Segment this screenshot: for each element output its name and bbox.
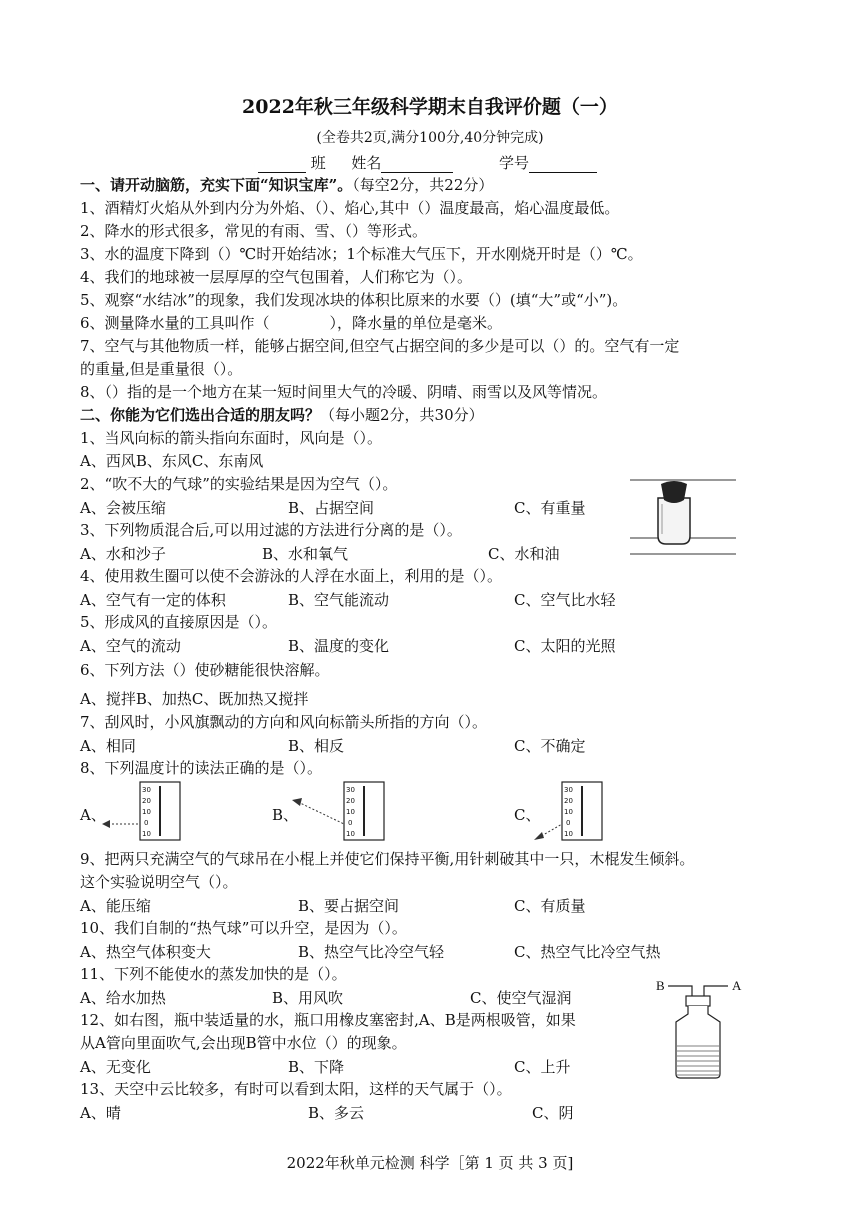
s1-question-8: 8、（）指的是一个地方在某一短时间里大气的冷暖、阴晴、雨雪以及风等情况。 xyxy=(80,383,608,401)
q12-option-b: B、下降 xyxy=(288,1058,345,1076)
q7-option-a: A、相同 xyxy=(80,737,136,755)
s2-question-8: 8、下列温度计的读法正确的是（）。 xyxy=(80,759,323,777)
q4-option-a: A、空气有一定的体积 xyxy=(80,591,226,609)
s2-question-13: 13、天空中云比较多，有时可以看到太阳，这样的天气属于（）。 xyxy=(80,1080,512,1098)
thermo-c-tick-1: 30 xyxy=(564,786,573,794)
s2-question-5: 5、形成风的直接原因是（）。 xyxy=(80,613,278,631)
thermometer-c-figure xyxy=(528,780,608,842)
bottle-tubes-figure xyxy=(654,974,764,1080)
s2-question-10: 10、我们自制的“热气球”可以升空，是因为（）。 xyxy=(80,919,407,937)
section-2-points: （每小题2分，共30分） xyxy=(320,406,484,424)
thermo-b-tick-4: 0 xyxy=(348,819,353,827)
thermometer-a-figure xyxy=(96,780,186,842)
q10-option-b: B、热空气比冷空气轻 xyxy=(298,943,445,961)
s2-question-9-line1: 9、把两只充满空气的气球吊在小棍上并使它们保持平衡,用针刺破其中一只，木棍发生倾斜。 xyxy=(80,850,695,868)
q8-option-c: C、 xyxy=(514,806,541,824)
section-2-heading xyxy=(80,405,484,425)
q3-option-a: A、水和沙子 xyxy=(80,545,166,563)
q4-option-c: C、空气比水轻 xyxy=(514,591,616,609)
s2-question-2: 2、“吹不大的气球”的实验结果是因为空气（）。 xyxy=(80,475,398,493)
s2-question-1: 1、当风向标的箭头指向东面时，风向是（）。 xyxy=(80,429,383,447)
thermo-c-tick-2: 20 xyxy=(564,797,573,805)
q3-option-c: C、水和油 xyxy=(488,545,560,563)
q5-option-b: B、温度的变化 xyxy=(288,637,390,655)
thermo-a-tick-2: 20 xyxy=(142,797,151,805)
thermo-a-tick-5: 10 xyxy=(142,830,151,838)
thermo-a-tick-3: 10 xyxy=(142,808,151,816)
s1-question-7-line1: 7、空气与其他物质一样，能够占据空间,但空气占据空间的多少是可以（）的。空气有一定 xyxy=(80,337,680,355)
q12-option-c: C、上升 xyxy=(514,1058,571,1076)
thermometer-b-figure xyxy=(288,780,388,842)
q13-option-a: A、晴 xyxy=(80,1104,121,1122)
q7-option-b: B、相反 xyxy=(288,737,345,755)
s1-question-1: 1、酒精灯火焰从外到内分为外焰、（）、焰心,其中（）温度最高，焰心温度最低。 xyxy=(80,199,620,217)
thermo-b-tick-5: 10 xyxy=(346,830,355,838)
section-1-heading xyxy=(80,175,493,195)
s2-question-12-line1: 12、如右图，瓶中装适量的水，瓶口用橡皮塞密封,A、B是两根吸管，如果 xyxy=(80,1011,576,1029)
thermo-a-tick-1: 30 xyxy=(142,786,151,794)
thermo-b-tick-3: 10 xyxy=(346,808,355,816)
thermo-a-tick-4: 0 xyxy=(144,819,149,827)
q12-option-a: A、无变化 xyxy=(80,1058,151,1076)
tube-b-label: B xyxy=(656,978,665,993)
number-blank[interactable] xyxy=(529,156,597,173)
s2-question-4: 4、使用救生圈可以使不会游泳的人浮在水面上，利用的是（）。 xyxy=(80,567,503,585)
s1-question-6: 6、测量降水量的工具叫作（ ），降水量的单位是毫米。 xyxy=(80,314,503,332)
thermo-b-tick-1: 30 xyxy=(346,786,355,794)
s2-question-7: 7、刮风时，小风旗飘动的方向和风向标箭头所指的方向（）。 xyxy=(80,713,488,731)
name-label: 姓名 xyxy=(351,154,382,172)
q2-option-c: C、有重量 xyxy=(514,499,586,517)
page-title: 2022年秋三年级科学期末自我评价题（一） xyxy=(242,96,618,118)
q11-option-a: A、给水加热 xyxy=(80,989,166,1007)
number-label: 学号 xyxy=(498,154,529,172)
q11-option-c: C、使空气湿润 xyxy=(470,989,572,1007)
s2-question-1-options: A、西风B、东风C、东南风 xyxy=(80,452,264,470)
q8-option-b: B、 xyxy=(272,806,299,824)
q2-option-a: A、会被压缩 xyxy=(80,499,166,517)
thermo-c-tick-3: 10 xyxy=(564,808,573,816)
q3-option-b: B、水和氧气 xyxy=(262,545,349,563)
section-1-points: （每空2分，共22分） xyxy=(352,176,494,194)
s1-question-7-line2: 的重量,但是重量很（）。 xyxy=(80,360,243,378)
s1-question-5: 5、观察“水结冰”的现象，我们发现冰块的体积比原来的水要（）(填“大”或“小”)。 xyxy=(80,291,628,309)
s2-question-6-options: A、搅拌B、加热C、既加热又搅拌 xyxy=(80,690,309,708)
thermo-c-tick-4: 0 xyxy=(566,819,571,827)
q4-option-b: B、空气能流动 xyxy=(288,591,390,609)
s1-question-3: 3、水的温度下降到（）℃时开始结冰；1个标准大气压下，开水刚烧开时是（）℃。 xyxy=(80,245,643,263)
exam-instructions: (全卷共2页,满分100分,40分钟完成) xyxy=(316,130,544,146)
balloon-bottle-figure xyxy=(628,474,738,560)
s1-question-4: 4、我们的地球被一层厚厚的空气包围着，人们称它为（）。 xyxy=(80,268,473,286)
q5-option-c: C、太阳的光照 xyxy=(514,637,616,655)
s2-question-3: 3、下列物质混合后,可以用过滤的方法进行分离的是（）。 xyxy=(80,521,462,539)
s2-question-12-line2: 从A管向里面吹气,会出现B管中水位（）的现象。 xyxy=(80,1034,407,1052)
s2-question-11: 11、下列不能使水的蒸发加快的是（）。 xyxy=(80,965,347,983)
q13-option-c: C、阴 xyxy=(532,1104,574,1122)
student-info-line xyxy=(258,152,597,173)
name-blank[interactable] xyxy=(381,156,453,173)
section-1-title: 一、请开动脑筋，充实下面“知识宝库”。 xyxy=(80,176,353,194)
q11-option-b: B、用风吹 xyxy=(272,989,344,1007)
q10-option-c: C、热空气比冷空气热 xyxy=(514,943,661,961)
q7-option-c: C、不确定 xyxy=(514,737,586,755)
s2-question-6: 6、下列方法（）使砂糖能很快溶解。 xyxy=(80,661,330,679)
section-2-title: 二、你能为它们选出合适的朋友吗？ xyxy=(80,406,321,424)
q9-option-b: B、要占据空间 xyxy=(298,897,400,915)
q5-option-a: A、空气的流动 xyxy=(80,637,181,655)
q13-option-b: B、多云 xyxy=(308,1104,365,1122)
q9-option-a: A、能压缩 xyxy=(80,897,151,915)
thermo-b-tick-2: 20 xyxy=(346,797,355,805)
q10-option-a: A、热空气体积变大 xyxy=(80,943,211,961)
q2-option-b: B、占据空间 xyxy=(288,499,375,517)
tube-a-label: A xyxy=(732,978,742,993)
class-blank[interactable] xyxy=(258,156,306,173)
q9-option-c: C、有质量 xyxy=(514,897,586,915)
s1-question-2: 2、降水的形式很多，常见的有雨、雪、（）等形式。 xyxy=(80,222,428,240)
class-label: 班 xyxy=(310,154,326,172)
s2-question-9-line2: 这个实验说明空气（）。 xyxy=(80,873,238,891)
thermo-c-tick-5: 10 xyxy=(564,830,573,838)
q8-option-a: A、 xyxy=(80,806,106,824)
page-footer: 2022年秋单元检测 科学［第 1 页 共 3 页] xyxy=(286,1154,574,1172)
